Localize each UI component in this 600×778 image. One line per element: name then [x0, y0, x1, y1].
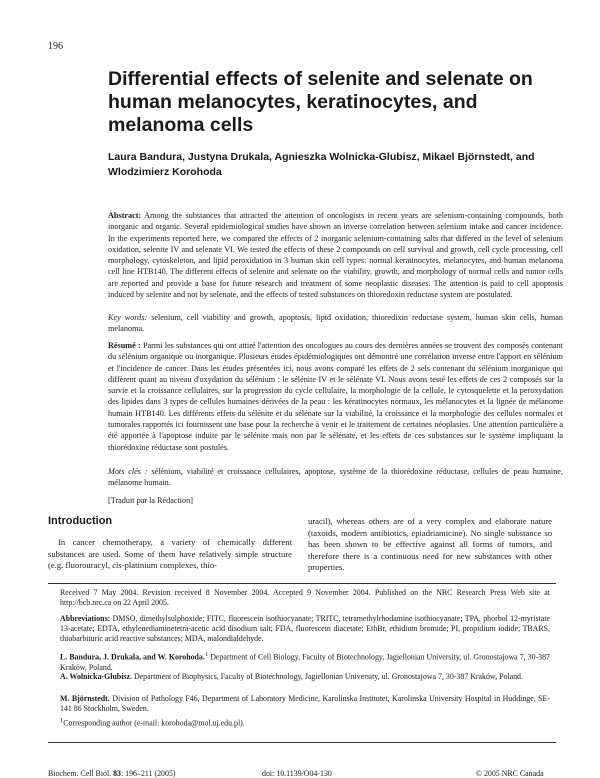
keywords: [108, 312, 563, 335]
journal-citation: [48, 769, 176, 778]
mots-cles-text: sélénium, viabilité et croissance cellulaires, apoptose, système de la thiorédoxine réductase, cellules de peau humaine, mélanome humain.: [108, 467, 563, 488]
abstract-label: Abstract:: [108, 211, 142, 220]
footnote-marker: 1: [60, 717, 64, 724]
intro-text-1: In cancer chemotherapy, a variety of chemically different substances are used. Some of them have relatively simple structure (e.g. fluorouracyl,: [48, 537, 292, 571]
resume-label: Résumé :: [108, 341, 141, 350]
keywords-label: Key words:: [108, 313, 148, 322]
corresponding-author: [60, 716, 550, 729]
abstract-text: Among the substances that attracted the attention of oncologists in recent years are selenium-containing compounds, both inorganic and organic. Several epidemiological studies have shown an inverse correlation between selenium intake and cancer incidence. In the experiments reported here, we compared the effects of 2 inorganic selenium-containing salts that differed in the level of selenium oxidation, selenite IV and selenate VI. We tested the effects of these 2 compounds on cell survival and growth, cell cycle processing, cell morphology, cytoskeleton, and lipid peroxidation in 3 human skin cell types: normal keratinocytes, melanocytes, and human melanoma cell line HTB140. The different effects of selenite and selenate on the viability, growth, and morphology of normal cells and tumor cells are reported and provide a base for future research and treatment of some neoplastic diseases. The attention is paid to cell apoptosis induced by selenite and not by selenate, and the effects of tested substances on thioredoxin reductase system are postulated.: [108, 211, 563, 300]
copyright: © 2005 NRC Canada: [476, 769, 544, 778]
affiliation-names: M. Björnstedt.: [60, 694, 110, 703]
affiliation-names: L. Bandura, J. Drukala, and W. Korohoda.: [60, 652, 205, 662]
corresponding-text: Corresponding author (e-mail: korohoda@mol.uj.edu.pl).: [63, 718, 245, 728]
footnote-marker: 1: [204, 651, 209, 658]
introduction-heading: Introduction: [48, 515, 113, 527]
mots-cles: [108, 466, 563, 489]
page-number: 196: [48, 41, 63, 52]
article-title: Differential effects of selenite and selenate on human melanocytes, keratinocytes, and melanoma cells: [108, 68, 533, 136]
affiliation-1: [60, 650, 550, 673]
author-list: Laura Bandura, Justyna Drukala, Agnieszka Wolnicka-Glubisz, Mikael Björnstedt, and Wlodzimierz Korohoda: [108, 151, 535, 178]
affiliation-names: A. Wolnicka-Glubisz.: [60, 672, 132, 681]
keywords-text: selenium, cell viability and growth, apoptosis, lipid oxidation, thioredixin reductase system, human skin cells, human melanoma.: [108, 313, 563, 334]
introduction-paragraph-right: uracil), whereas others are of a very complex and elaborate nature (taxoids, modern antibiotics, epiadriamicine). No single substance so has been shown to be effective against all forms of tumors, and therefore there is a continuous need for new substances with other properties.: [308, 516, 552, 573]
journal-pages: : 196–211 (2005): [121, 769, 176, 778]
affiliation-3: [60, 694, 550, 714]
intro-italic: cis: [112, 560, 122, 571]
journal-volume: 83: [113, 769, 121, 778]
journal-name: Biochem. Cell Biol.: [48, 769, 112, 778]
abbreviations: [60, 614, 550, 645]
doi: doi: 10.1139/O04-130: [262, 769, 332, 778]
abstract: [108, 210, 563, 300]
abbreviations-label: Abbreviations:: [60, 614, 111, 623]
affiliation-text: Department of Biophysics, Faculty of Biotechnology, Jagiellonian University, ul. Gronostajowa 7, 30-387 Kraków, Poland.: [133, 672, 523, 681]
resume-text: Parmi les substances qui ont attiré l'attention des oncologues au cours des dernières années se trouvent des composés contenant du sélénium organique ou inorganique. Plusieurs études épidémiologiques ont démontré une corrélation inverse entre l'apport en sélénium et l'incidence de cancer. Dans les études présentées ici, nous avons comparé les effets de 2 sels contenant du sélénium inorganique qui diffèrent quant au niveau d'oxydation du sélénium : le sélénite IV et le sélénate VI. Nous avons testé les effets de ces 2 composés sur la survie et la croissance cellulaires, sur la progression du cycle cellulaire, la morphologie de la cellule, le cytosquelette et la peroxydation des lipides dans 3 types de cellules humaines dérivées de la peau : les kératinocytes normaux, les mélanocytes et la lignée de mélanome humain HTB140. Les différents effets du sélénite et du sélénate sur la viabilité, la croissance et la morphologie des cellules normales et tumorales rapportés ici fournissent une base pour la recherche à venir et le traitement de certaines néoplasies. Une attention particulière a été apportée à l'apoptose induite par le sélénite mais non par le sélénate, et les effets de ces substances sur le système impliquant la thiorédoxine réductase sont postulés.: [108, 341, 564, 452]
introduction-paragraph-left: [48, 537, 292, 572]
resume: [108, 340, 563, 453]
mots-cles-label: Mots clés :: [108, 467, 148, 476]
affiliation-text: Division of Pathology F46, Department of Laboratory Medicine, Karolinska Institutet, Karolinska University Hospital in Huddinge, SE-141 86 Stockholm, Sweden.: [60, 694, 550, 714]
affiliation-text: Department of Cell Biology, Faculty of Biotechnology, Jagiellonian University, ul. Gronostajowa 7, 30-387 Kraków, Poland.: [60, 652, 550, 672]
abbreviations-text: DMSO, dimethylsulphoxide; FITC, fluorescein isothiocyanate; TRITC, tetramethylrhodamine isothiocyanate; TPA, phorbol 12-myristate 13-acetate; EDTA, ethylenediaminetetra-acetic acid disodium salt; FDA, fluorescein diacetate; EthBr, ethidium bromide; PI, propidium iodide; TBARS, thiobarbituric acid reactive substances; MDA, malondialdehyde.: [60, 614, 550, 644]
affiliation-2: [60, 672, 550, 682]
intro-text-2: -platinium complexes, thio-: [121, 560, 217, 571]
received-dates: Received 7 May 2004. Revision received 8 November 2004. Accepted 9 November 2004. Published on the NRC Research Press Web site at http://bcb.nrc.ca on 22 April 2005.: [60, 588, 550, 608]
translation-note: [Traduit par la Rédaction]: [108, 496, 193, 505]
